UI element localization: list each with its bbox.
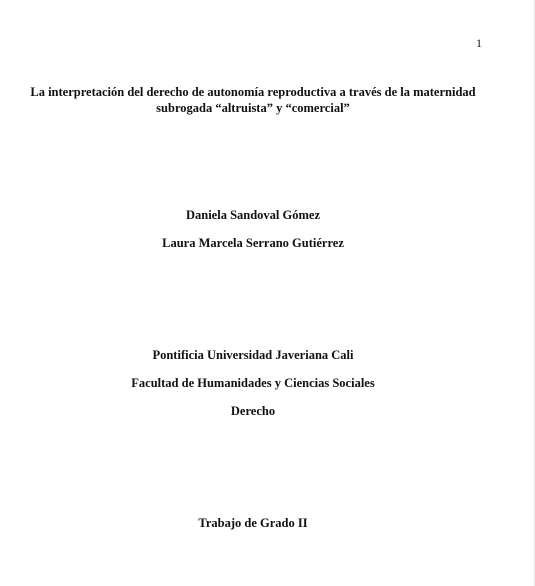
title-line: subrogada “altruista” y “comercial” xyxy=(156,101,350,115)
author-name: Daniela Sandoval Gómez xyxy=(185,208,321,222)
page-number: 1 xyxy=(476,36,482,50)
author-name: Laura Marcela Serrano Gutiérrez xyxy=(162,236,344,250)
document-title xyxy=(20,84,486,116)
program-name: Derecho xyxy=(230,404,276,418)
faculty-name: Facultad de Humanidades y Ciencias Sociales xyxy=(131,376,375,390)
title-line: La interpretación del derecho de autonomía reproductiva a través de la maternidad xyxy=(30,85,476,99)
university-name: Pontificia Universidad Javeriana Cali xyxy=(152,348,354,362)
work-type: Trabajo de Grado II xyxy=(198,516,308,530)
